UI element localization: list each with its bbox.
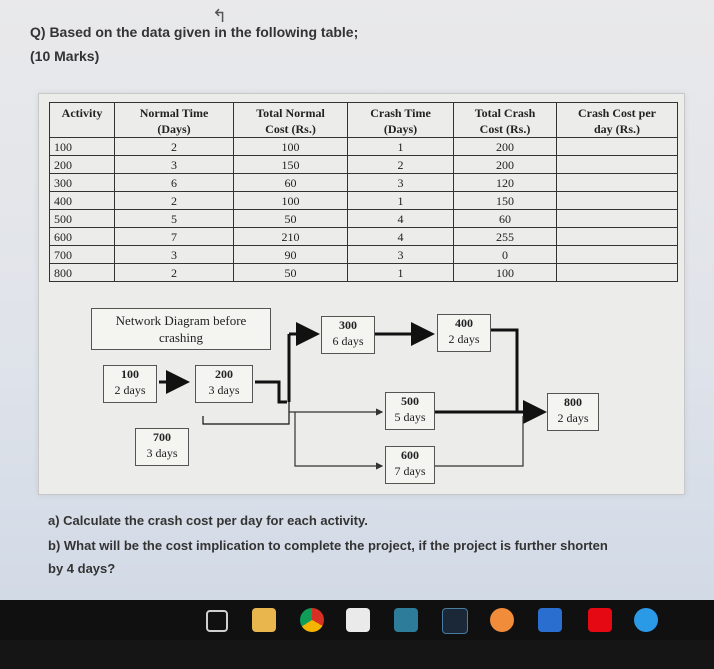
table-cell: 100 (454, 264, 557, 282)
table-cell: 90 (234, 246, 348, 264)
table-cell: 4 (348, 228, 454, 246)
table-cell: 120 (454, 174, 557, 192)
node-200-id: 200 (215, 367, 233, 381)
table-cell: 100 (50, 138, 115, 156)
node-800 (547, 393, 599, 431)
node-500-duration: 5 days (394, 410, 426, 424)
table-cell: 210 (234, 228, 348, 246)
table-cell: 2 (348, 156, 454, 174)
table-cell: 60 (454, 210, 557, 228)
mouse-cursor-icon: ↰ (212, 6, 228, 26)
node-100-duration: 2 days (114, 383, 146, 397)
node-600 (385, 446, 435, 484)
table-cell: 2 (115, 138, 234, 156)
table-cell: 6 (115, 174, 234, 192)
chrome-icon[interactable] (300, 608, 324, 632)
node-400 (437, 314, 491, 352)
table-cell: 1 (348, 264, 454, 282)
node-200 (195, 365, 253, 403)
table-cell: 0 (454, 246, 557, 264)
node-800-duration: 2 days (557, 411, 589, 425)
node-600-duration: 7 days (394, 464, 426, 478)
table-cell: 2 (115, 192, 234, 210)
header-activity: Activity (50, 103, 115, 138)
part-a-text: a) Calculate the crash cost per day for each activity. (48, 513, 368, 528)
table-cell: 3 (348, 246, 454, 264)
table-cell: 5 (115, 210, 234, 228)
table-cell: 150 (454, 192, 557, 210)
table-cell: 200 (454, 138, 557, 156)
store-icon[interactable] (346, 608, 370, 632)
table-cell: 3 (115, 246, 234, 264)
table-cell: 200 (454, 156, 557, 174)
table-cell: 200 (50, 156, 115, 174)
question-figure (38, 93, 685, 495)
video-icon[interactable] (538, 608, 562, 632)
table-cell: 800 (50, 264, 115, 282)
network-diagram-title-line1: Network Diagram before (115, 313, 247, 328)
taskbar (0, 600, 714, 640)
question-marks: (10 Marks) (30, 48, 100, 64)
table-cell: 1 (348, 138, 454, 156)
arrow-to-600 (295, 412, 382, 466)
node-500-id: 500 (401, 394, 419, 408)
node-400-id: 400 (455, 316, 473, 330)
node-600-id: 600 (401, 448, 419, 462)
table-cell: 7 (115, 228, 234, 246)
edge-icon[interactable] (634, 608, 658, 632)
node-300-duration: 6 days (332, 334, 364, 348)
part-b-text-line1: b) What will be the cost implication to complete the project, if the project is further shorten (48, 538, 608, 553)
node-700 (135, 428, 189, 466)
desk-surface (0, 640, 714, 669)
part-b-text-line2: by 4 days? (48, 561, 116, 576)
header-total-crash-cost: Total Crash Cost (Rs.) (454, 103, 557, 138)
header-normal-time: Normal Time (Days) (115, 103, 234, 138)
table-cell: 255 (454, 228, 557, 246)
table-cell: 400 (50, 192, 115, 210)
table-cell: 600 (50, 228, 115, 246)
table-cell: 1 (348, 192, 454, 210)
node-700-id: 700 (153, 430, 171, 444)
arrow-700-junction (203, 402, 289, 424)
netflix-icon[interactable] (588, 608, 612, 632)
arrow-200-junction (255, 382, 287, 402)
arrow-400-junction (489, 330, 517, 411)
file-explorer-icon[interactable] (252, 608, 276, 632)
table-cell: 3 (115, 156, 234, 174)
node-700-duration: 3 days (146, 446, 178, 460)
music-icon[interactable] (490, 608, 514, 632)
arrow-600-800 (434, 416, 523, 466)
table-cell: 3 (348, 174, 454, 192)
mail-icon[interactable] (394, 608, 418, 632)
header-total-normal-cost: Total Normal Cost (Rs.) (234, 103, 348, 138)
header-crash-cost-per-day: Crash Cost per day (Rs.) (557, 103, 678, 138)
node-100-id: 100 (121, 367, 139, 381)
table-cell: 50 (234, 264, 348, 282)
node-500 (385, 392, 435, 430)
table-cell: 60 (234, 174, 348, 192)
node-800-id: 800 (564, 395, 582, 409)
table-cell: 150 (234, 156, 348, 174)
node-200-duration: 3 days (208, 383, 240, 397)
table-cell: 100 (234, 192, 348, 210)
table-cell: 500 (50, 210, 115, 228)
steam-icon[interactable] (442, 608, 468, 634)
node-100 (103, 365, 157, 403)
network-diagram-title-line2: crashing (158, 330, 204, 345)
node-300 (321, 316, 375, 354)
table-cell: 100 (234, 138, 348, 156)
table-cell: 2 (115, 264, 234, 282)
table-cell: 50 (234, 210, 348, 228)
node-400-duration: 2 days (448, 332, 480, 346)
task-view-icon[interactable] (206, 610, 228, 632)
table-cell: 300 (50, 174, 115, 192)
node-300-id: 300 (339, 318, 357, 332)
table-cell: 4 (348, 210, 454, 228)
question-title: Q) Based on the data given in the following table; (30, 24, 359, 40)
table-cell: 700 (50, 246, 115, 264)
header-crash-time: Crash Time (Days) (348, 103, 454, 138)
